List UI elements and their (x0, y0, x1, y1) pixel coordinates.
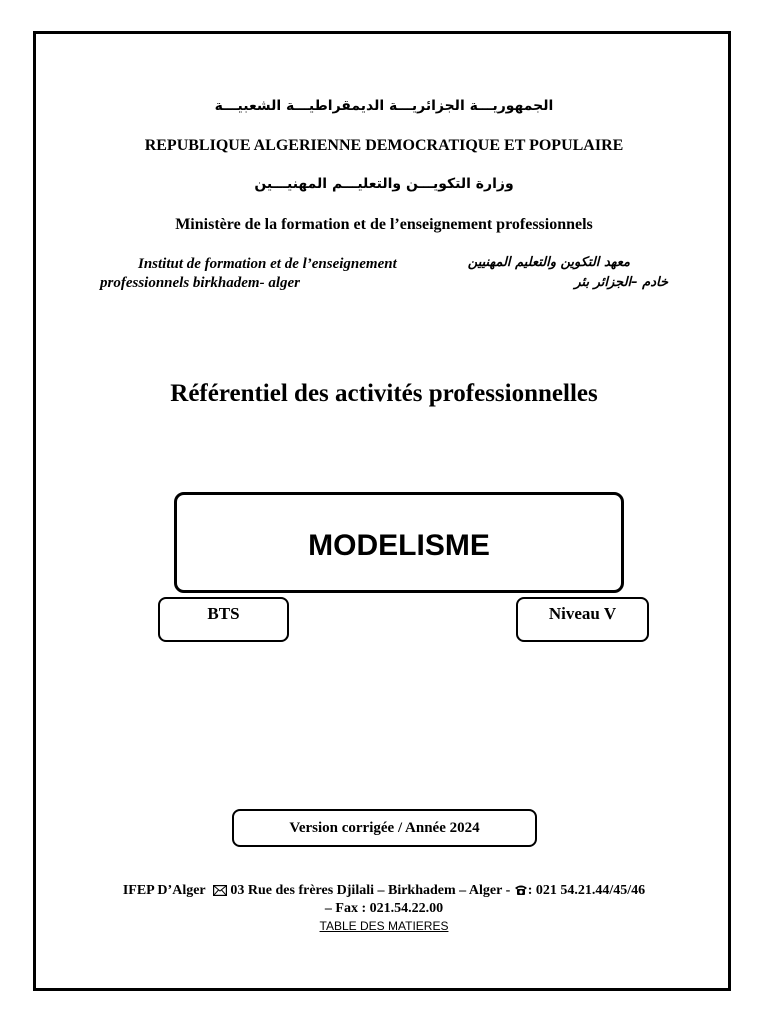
level-box (516, 597, 649, 642)
republic-french: REPUBLIQUE ALGERIENNE DEMOCRATIQUE ET POPULAIRE (144, 137, 624, 154)
republic-arabic: الجمهوريـــة الجزائريـــة الديمقراطيـــة الشعبيـــة (214, 98, 554, 114)
footer-org: IFEP D’Alger (122, 883, 206, 898)
institute-arabic-line1: معهد التكوين والتعليم المهنيين (467, 255, 630, 270)
toc-link[interactable]: TABLE DES MATIERES (319, 919, 449, 933)
footer-address: 03 Rue des frères Djilali – Birkhadem – Alger - (230, 883, 511, 898)
footer-phone: 021 54.21.44/45/46 (535, 883, 646, 898)
ministry-french: Ministère de la formation et de l’enseignement professionnels (175, 216, 593, 233)
telephone-icon (514, 884, 528, 901)
document-title: Référentiel des activités professionnelles (170, 380, 598, 407)
specialty-box (174, 492, 624, 593)
institute-french-line2: professionnels birkhadem- alger (100, 275, 301, 291)
institute-french-line1: Institut de formation et de l’enseignement (138, 256, 397, 272)
diploma-label: BTS (207, 603, 240, 623)
footer-fax: – Fax : 021.54.22.00 (324, 901, 444, 916)
specialty-label: MODELISME (308, 528, 490, 562)
ministry-arabic: وزارة التكويـــن والتعليـــم المهنيـــين (254, 176, 514, 192)
diploma-box (158, 597, 289, 642)
level-label: Niveau V (548, 603, 617, 623)
version-label: Version corrigée / Année 2024 (289, 819, 480, 836)
envelope-icon (213, 885, 227, 901)
institute-arabic-line2: خادم –الجزائر بئر (574, 275, 668, 290)
footer-address-line (0, 883, 768, 901)
version-box (232, 809, 537, 847)
footer-phone-label: : (527, 883, 533, 898)
